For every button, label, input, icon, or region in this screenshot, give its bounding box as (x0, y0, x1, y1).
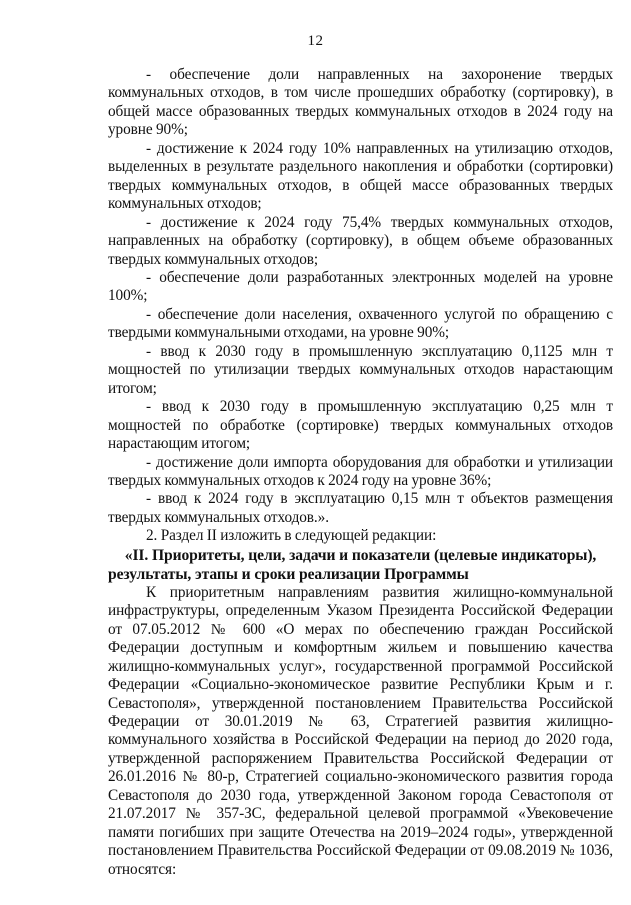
list-item: - обеспечение доли разработанных электронных моделей на уровне 100%; (108, 268, 613, 305)
list-item: - достижение к 2024 году 75,4% твердых коммунальных отходов, направленных на обработку (сортировку), в общем объеме образованных твердых коммунальных отходов; (108, 213, 613, 268)
list-item: - достижение к 2024 году 10% направленных на утилизацию отходов, выделенных в результате раздельного накопления и обработки (сортировки) твердых коммунальных отходов, в общей массе образованных твердых коммунальных отходов; (108, 139, 613, 213)
list-item: - ввод к 2030 году в промышленную эксплуатацию 0,25 млн т мощностей по обработке (сортировке) твердых коммунальных отходов нарастающим итогом; (108, 398, 613, 453)
list-item: - обеспечение доли населения, охваченного услугой по обращению с твердыми коммунальными отходами, на уровне 90%; (108, 305, 613, 342)
page-number: 12 (307, 33, 324, 49)
document-body (108, 66, 613, 879)
list-item: - достижение доли импорта оборудования для обработки и утилизации твердых коммунальных отходов к 2024 году на уровне 36%; (108, 453, 613, 489)
list-item: - ввод к 2024 году в эксплуатацию 0,15 млн т объектов размещения твердых коммунальных отходов.». (108, 490, 613, 526)
intro-paragraph: К приоритетным направлениям развития жилищно-коммунальной инфраструктуры, определенным Указом Президента Российской Федерации от 07.05.2012 № 600 «О мерах по обеспечению граждан Российской Федерации доступным и комфортным жильем и повышению качества жилищно-коммунальных услуг», государственной программой Российской Федерации «Социально-экономическое развитие Республики Крым и г. Севастополя», утвержденной постановлением Правительства Российской Федерации от 30.01.2019 № 63, Стратегией развития жилищно-коммунального хозяйства в Российской Федерации на период до 2020 года, утвержденной распоряжением Правительства Российской Федерации от 26.01.2016 № 80-р, Стратегией социально-экономического развития города Севастополя до 2030 года, утвержденной Законом города Севастополя от 21.07.2017 № 357-ЗС, федеральной целевой программой «Увековечение памяти погибших при защите Отечества на 2019–2024 годы», утвержденной постановлением Правительства Российской Федерации от 09.08.2019 № 1036, относятся: (108, 583, 613, 878)
section-heading: «II. Приоритеты, цели, задачи и показатели (целевые индикаторы), результаты, этапы и сроки реализации Программы (108, 546, 597, 583)
list-item: - обеспечение доли направленных на захоронение твердых коммунальных отходов, в том числе прошедших обработку (сортировку), в общей массе образованных твердых коммунальных отходов в 2024 году на уровне 90%; (108, 66, 613, 139)
list-item: - ввод к 2030 году в промышленную эксплуатацию 0,1125 млн т мощностей по утилизации твердых коммунальных отходов нарастающим итогом; (108, 342, 613, 397)
amendment-instruction: 2. Раздел II изложить в следующей редакции: (146, 527, 437, 545)
